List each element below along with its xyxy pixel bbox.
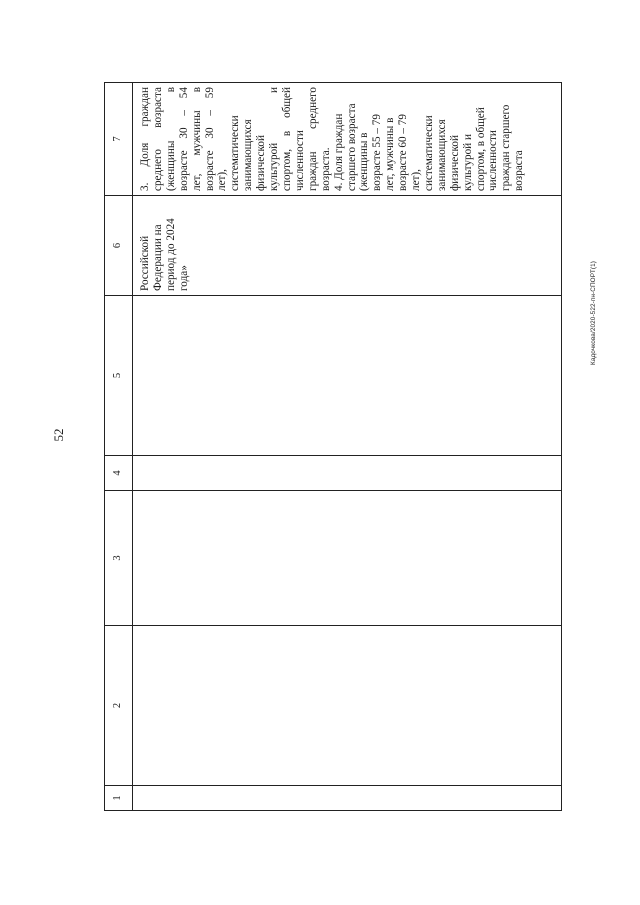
header-col-5: 5 <box>105 296 133 456</box>
document-table <box>104 82 562 811</box>
col7-line: 3. Доля граждан <box>139 87 151 191</box>
col6-line: период до 2024 <box>164 218 177 291</box>
col7-line: численности <box>487 130 500 191</box>
col7-line: лет, мужчины в <box>384 117 397 191</box>
col7-line: занимающихся <box>242 119 255 191</box>
col7-line: возрасте 60 – 79 <box>397 114 410 191</box>
col7-line: (женщины в <box>164 87 177 191</box>
col7-line: лет), <box>216 169 229 191</box>
col7-line: численности <box>293 130 306 191</box>
col7-line: возраста. <box>319 147 332 191</box>
col7-line: лет, мужчины в <box>190 87 203 191</box>
header-col-1: 1 <box>105 786 133 811</box>
col7-line: возрасте 30 – 59 <box>203 87 216 191</box>
cell-col-2 <box>133 626 562 786</box>
col7-line: культурой и <box>268 87 281 191</box>
table-row <box>133 83 562 811</box>
col7-line: старшего возраста <box>345 103 358 191</box>
col7-line: (женщины в <box>358 132 371 191</box>
col7-line: граждан старшего <box>500 104 513 191</box>
col7-line: спортом, в общей <box>280 87 293 191</box>
cell-col-1 <box>133 786 562 811</box>
col7-line: граждан среднего <box>306 87 319 191</box>
table-header-row <box>105 83 133 811</box>
cell-col-5 <box>133 296 562 456</box>
document-code: Кадочкова/2020-522-пн-СПОРТ(1) <box>590 261 597 365</box>
col6-text <box>133 196 191 295</box>
header-col-6: 6 <box>105 196 133 296</box>
col7-line: физической <box>255 135 268 191</box>
col7-line: возраста <box>513 150 526 191</box>
col7-line: возрасте 30 – 54 <box>177 87 190 191</box>
cell-col-7 <box>133 83 562 196</box>
col7-line: культурой и <box>461 134 474 191</box>
cell-col-3 <box>133 491 562 626</box>
col7-text <box>133 83 526 195</box>
header-col-3: 3 <box>105 491 133 626</box>
header-col-2: 2 <box>105 626 133 786</box>
col6-line: Федерации на <box>151 224 164 291</box>
cell-col-4 <box>133 456 562 491</box>
col7-line: 4. Доля граждан <box>332 113 345 191</box>
cell-col-6 <box>133 196 562 296</box>
col6-line: года» <box>177 265 190 291</box>
col7-line: возрасте 55 – 79 <box>371 114 384 191</box>
col7-line: лет), <box>410 169 423 191</box>
col7-line: занимающихся <box>435 119 448 191</box>
page-number: 52 <box>51 428 66 442</box>
col7-line: спортом, в общей <box>474 107 487 191</box>
col6-line: Российской <box>139 235 151 291</box>
col7-line: систематически <box>422 115 435 191</box>
header-col-4: 4 <box>105 456 133 491</box>
col7-line: физической <box>448 135 461 191</box>
col7-line: среднего возраста <box>151 87 164 191</box>
header-col-7: 7 <box>105 83 133 196</box>
col7-line: систематически <box>229 115 242 191</box>
